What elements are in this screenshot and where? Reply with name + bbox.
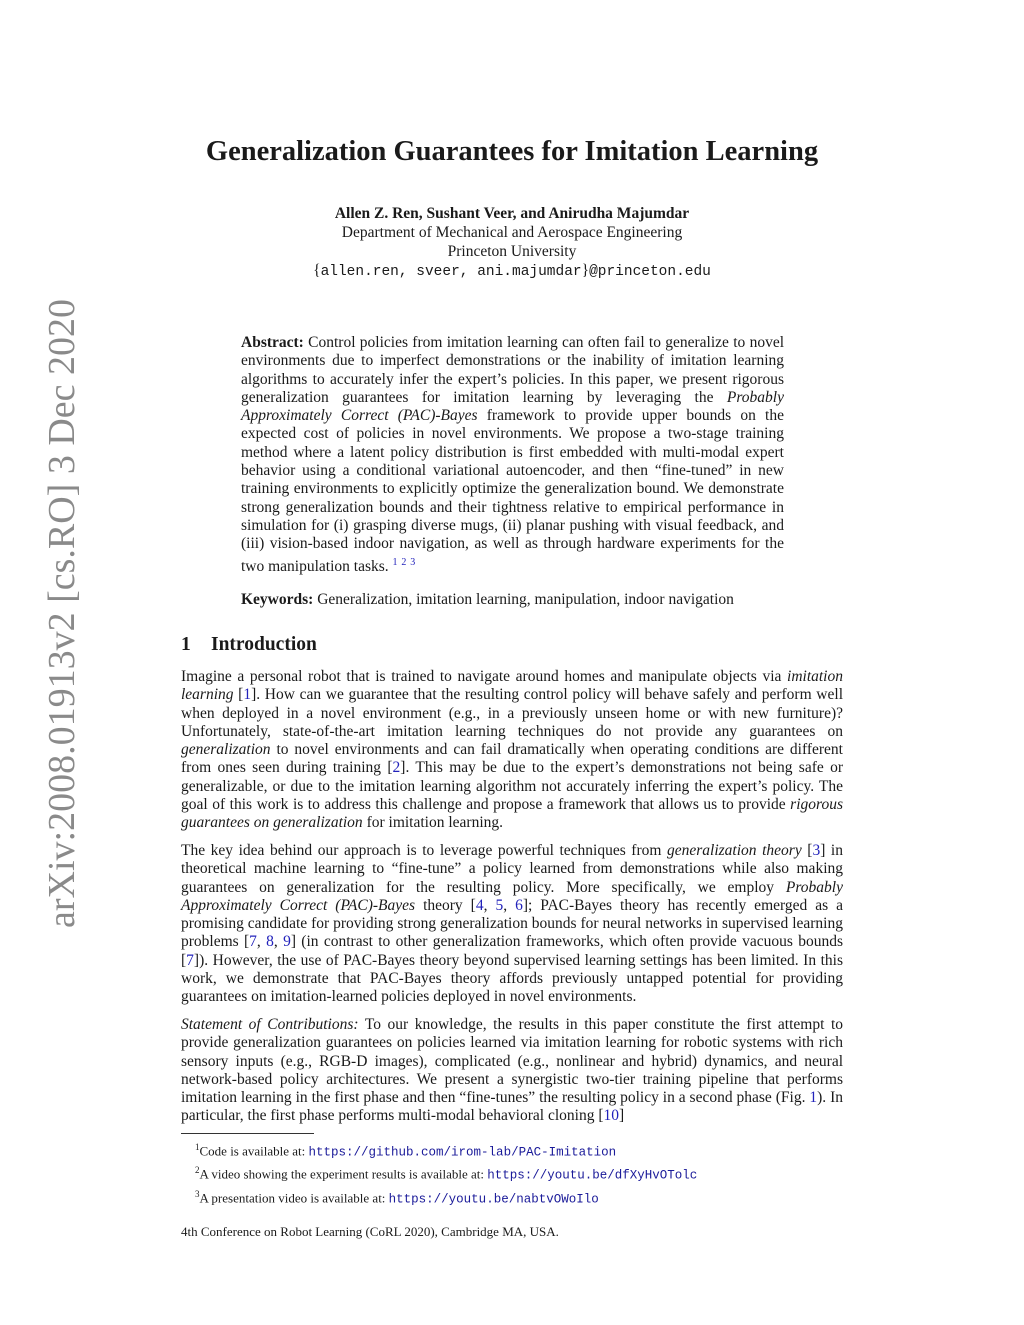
citation-link[interactable]: 8	[266, 933, 274, 951]
abstract-label: Abstract:	[241, 334, 304, 351]
body-emphasis: Statement of Contributions:	[181, 1016, 359, 1033]
footnote-number: 1	[195, 1142, 200, 1152]
email-brace-close: }	[581, 262, 590, 279]
email-users: allen.ren, sveer, ani.majumdar	[320, 264, 582, 280]
body-text: ]). However, the use of PAC-Bayes theory beyond supervised learning settings has been limited. In this work, we demonstrate that PAC-Bayes theory affords previously untapped potential for providing guarantees on imitation-learned policies deployed in novel environments.	[181, 951, 843, 1006]
keywords-text: Generalization, imitation learning, manipulation, indoor navigation	[313, 591, 734, 608]
footnote-mark[interactable]: 3	[410, 556, 416, 568]
paragraph-2	[181, 842, 843, 1007]
body-text: ,	[483, 896, 496, 914]
body-text: ,	[273, 933, 284, 951]
figure-reference-link[interactable]: 1	[809, 1089, 818, 1107]
citation-link[interactable]: 6	[515, 896, 523, 914]
body-text: The key idea behind our approach is to leverage powerful techniques from	[181, 842, 667, 859]
section-heading	[181, 634, 317, 656]
body-text: ). In particular, the first phase performs multi-modal behavioral cloning [	[181, 1089, 843, 1125]
abstract-emphasis: Probably Approximately Correct (PAC)-Bayes	[241, 388, 784, 425]
footnote-url-link[interactable]: https://github.com/irom-lab/PAC-Imitation	[308, 1145, 617, 1160]
abstract-text: Control policies from imitation learning can often fail to generalize to novel environments due to imperfect demonstrations or the inability of imitation learning algorithms to accurately infer the expert’s policies. In this paper, we present rigorous generalization guarantees for imitation learning by leveraging the	[241, 334, 784, 406]
body-text: ,	[503, 896, 516, 914]
body-text: ] in theoretical machine learning to “fine-tune” a policy learned from demonstrations while also making guarantees on generalization for the resulting policy. More specifically, we employ	[181, 842, 843, 896]
footnote-text: A video showing the experiment results is available at:	[199, 1166, 488, 1182]
footnotes	[195, 1138, 835, 1208]
body-emphasis: Probably Approximately Correct (PAC)-Bayes	[181, 878, 843, 914]
body-text: [	[233, 686, 244, 704]
section-title: Introduction	[211, 634, 317, 655]
footnote-3	[195, 1185, 835, 1208]
arxiv-stamp-text: arXiv:2008.01913v2 [cs.RO] 3 Dec 2020	[41, 298, 83, 928]
keywords-label: Keywords:	[241, 591, 314, 608]
section-number: 1	[181, 634, 191, 655]
body-text: ,	[256, 933, 267, 951]
author-university: Princeton University	[447, 243, 577, 260]
footnote-url-link[interactable]: https://youtu.be/nabtvOWoIlo	[388, 1191, 599, 1206]
paragraph-3	[181, 1016, 843, 1126]
footnote-mark[interactable]: 1	[392, 556, 398, 568]
body-text: ]; PAC-Bayes theory has recently emerged as a promising candidate for providing strong generalization bounds for neural networks in supervised learning problems [	[181, 896, 844, 951]
body-text: theory [	[415, 896, 476, 914]
author-department: Department of Mechanical and Aerospace Engineering	[341, 224, 683, 241]
email-domain: @princeton.edu	[589, 264, 711, 280]
body-text: ]. How can we guarantee that the resulting control policy will behave safely and perform well when deployed in a novel environment (e.g., in a previously unseen home or with new furniture)? Unfortunately, state-of-the-art imitation learning techniques do not provide any guarantees on	[181, 686, 843, 740]
footnote-number: 3	[195, 1188, 200, 1199]
paragraph-1	[181, 668, 843, 833]
citation-link[interactable]: 5	[495, 896, 504, 914]
citation-link[interactable]: 9	[283, 933, 291, 951]
citation-link[interactable]: 1	[243, 686, 252, 704]
footnote-2	[195, 1161, 835, 1184]
body-text: ] (in contrast to other generalization frameworks, which often provide vacuous bounds [	[181, 933, 844, 969]
footnote-divider	[181, 1133, 314, 1134]
citation-link[interactable]: 4	[475, 896, 484, 914]
footnote-number: 2	[195, 1165, 200, 1176]
body-text: To our knowledge, the results in this paper constitute the first attempt to provide generalization guarantees on policies learned via imitation learning for robotic systems with rich sensory inputs (e.g., RGB-D images), complicated (e.g., nonlinear and hybrid) dynamics, and neural network-based policy architectures. We present a synergistic two-tier training pipeline that performs imitation learning in the first phase and then “fine-tunes” the resulting policy in a second phase (Fig.	[181, 1016, 844, 1107]
citation-link[interactable]: 7	[249, 933, 257, 951]
body-emphasis: generalization theory	[667, 842, 802, 859]
body-text: Imagine a personal robot that is trained to navigate around homes and manipulate objects via	[181, 668, 788, 685]
body-text: ]	[618, 1107, 625, 1125]
author-email	[0, 261, 1024, 282]
body-emphasis: generalization	[181, 741, 271, 759]
footnote-text: Code is available at:	[199, 1143, 309, 1159]
body-text: [	[801, 842, 813, 859]
email-brace-open: {	[313, 262, 321, 279]
footnote-text: A presentation video is available at:	[199, 1189, 389, 1205]
keywords	[241, 591, 801, 609]
body-text: for imitation learning.	[362, 814, 504, 832]
citation-link[interactable]: 10	[603, 1107, 619, 1125]
citation-link[interactable]: 2	[392, 759, 401, 777]
footnote-url-link[interactable]: https://youtu.be/dfXyHvOTolc	[487, 1168, 698, 1183]
body-emphasis: imitation learning	[181, 668, 843, 704]
abstract-text: framework to provide upper bounds on the expected cost of policies in novel environments. We propose a two-stage training method where a latent policy distribution is first embedded with multi-modal expert behavior using a conditional variational autoencoder, and then “fine-tuned” in new training environments to explicitly optimize the generalization bound. We demonstrate strong generalization bounds and their tightness relative to empirical performance in simulation for (i) grasping diverse mugs, (ii) planar pushing with visual feedback, and (iii) vision-based indoor navigation, as well as through hardware experiments for the two manipulation tasks.	[241, 407, 784, 575]
body-text: to novel environments and can fail dramatically when operating conditions are different from ones seen during training [	[181, 741, 843, 777]
body-emphasis: rigorous guarantees on generalization	[181, 796, 843, 832]
author-block	[0, 204, 1024, 282]
body-text: ]. This may be due to the expert’s demonstrations not being safe or generalizable, or due to the imitation learning algorithm not accurately inferring the expert’s policy. The goal of this work is to address this challenge and propose a framework that allows us to provide	[181, 759, 843, 814]
abstract	[241, 334, 784, 576]
paper-title: Generalization Guarantees for Imitation Learning	[205, 136, 819, 167]
citation-link[interactable]: 7	[186, 951, 194, 969]
conference-footer: 4th Conference on Robot Learning (CoRL 2020), Cambridge MA, USA.	[181, 1224, 559, 1239]
footnote-1	[195, 1138, 835, 1161]
author-names: Allen Z. Ren, Sushant Veer, and Anirudha Majumdar	[334, 205, 690, 222]
footnote-mark[interactable]: 2	[401, 556, 407, 568]
citation-link[interactable]: 3	[812, 842, 821, 859]
